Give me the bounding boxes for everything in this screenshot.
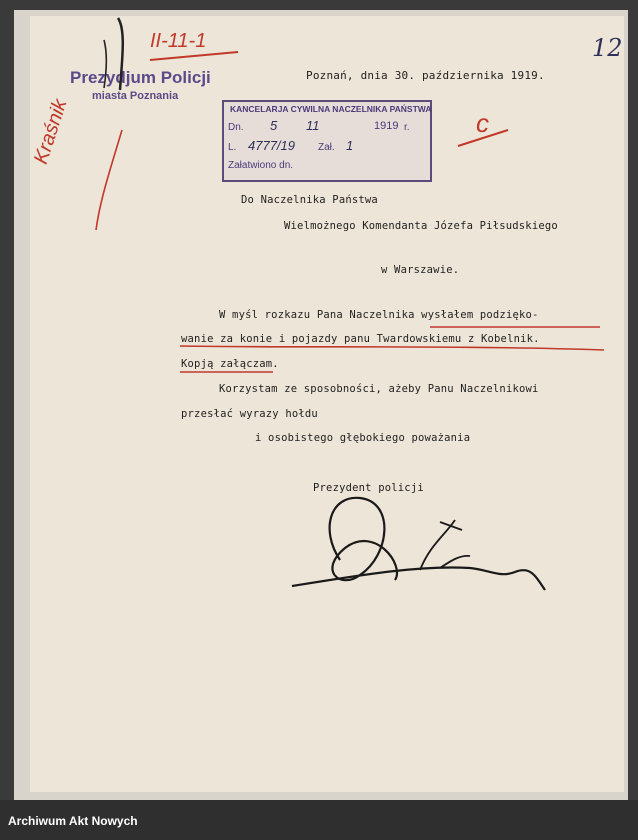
archive-c-mark: c <box>476 108 489 138</box>
body-p2-line3: i osobistego głębokiego poważania <box>255 432 471 444</box>
registry-dn-day: 5 <box>270 118 278 133</box>
registry-dn-month: 11 <box>306 118 320 133</box>
registry-dn-year: 1919 <box>374 120 399 132</box>
stamp-scribble <box>118 18 123 90</box>
archive-diagonal-mark: Kraśnik <box>30 96 72 167</box>
registry-zal-label: Zał. <box>318 142 335 153</box>
registry-dn-label: Dn. <box>228 122 244 133</box>
signature-dash <box>440 522 462 530</box>
stamp-scribble-2 <box>104 40 106 88</box>
body-p1-line1: W myśl rozkazu Pana Naczelnika wysłałem podzięko- <box>219 309 539 321</box>
registry-zalatwiono: Załatwiono dn. <box>228 160 294 171</box>
addressee-line3: w Warszawie. <box>381 264 460 276</box>
page-number: 12 <box>592 34 623 62</box>
archive-footer <box>0 800 638 840</box>
body-p1-line3: Kopją załączam. <box>181 358 279 370</box>
red-roman-underline <box>150 52 238 60</box>
body-p2-line2: przesłać wyrazy hołdu <box>181 408 318 420</box>
addressee-line2: Wielmożnego Komendanta Józefa Piłsudskiego <box>284 220 558 232</box>
red-underline-2 <box>180 346 604 350</box>
body-p1-line2: wanie za konie i pojazdy panu Twardowskiemu z Kobelnik. <box>181 333 540 345</box>
registry-dn-suffix: r. <box>404 122 410 133</box>
signature-title: Prezydent policji <box>313 482 424 494</box>
signature-tail <box>292 567 545 590</box>
registry-nr-value: 4777/19 <box>248 138 295 153</box>
registry-nr-label: L. <box>228 142 237 153</box>
addressee-line1: Do Naczelnika Państwa <box>241 194 378 206</box>
sender-stamp-line1: Prezydjum Policji <box>70 68 211 87</box>
red-margin-stroke <box>96 130 122 230</box>
signature-flourish <box>420 520 470 570</box>
archive-label: Archiwum Akt Nowych <box>8 814 138 828</box>
archive-roman-mark: II-11-1 <box>150 30 207 52</box>
sender-stamp-line2: miasta Poznania <box>92 90 179 102</box>
registry-zal-value: 1 <box>346 138 354 153</box>
date-line: Poznań, dnia 30. października 1919. <box>306 69 545 82</box>
registry-stamp-title: KANCELARJA CYWILNA NACZELNIKA PAŃSTWA <box>230 104 432 114</box>
red-c-underline <box>458 130 508 146</box>
signature-scrawl <box>330 498 397 580</box>
body-p2-line1: Korzystam ze sposobności, ażeby Panu Naczelnikowi <box>219 383 539 395</box>
